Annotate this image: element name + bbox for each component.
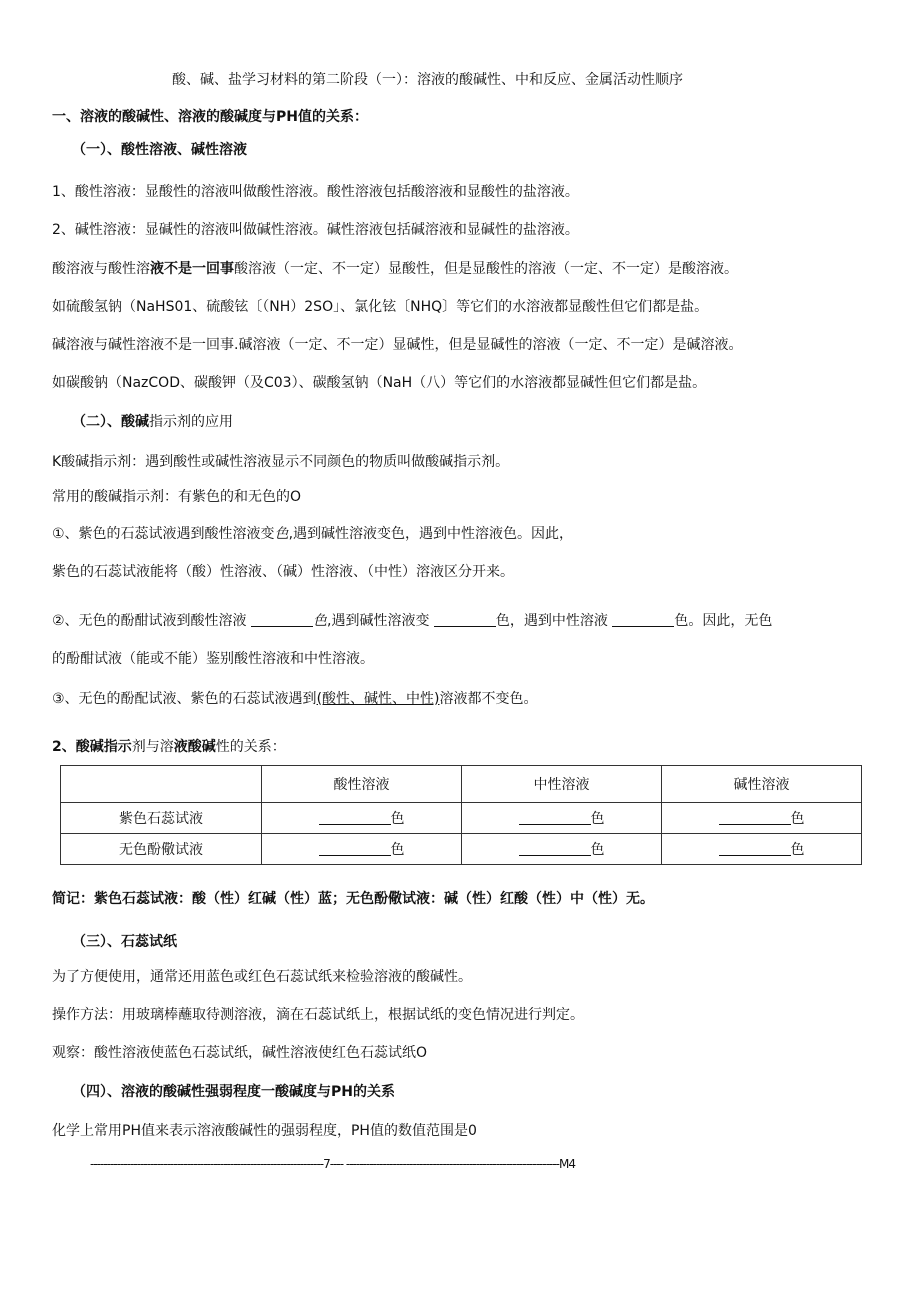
table-header-cell — [61, 766, 262, 803]
table-row — [61, 803, 862, 834]
paragraph-litmus-1 — [52, 524, 573, 544]
fill-blank[interactable] — [719, 841, 791, 856]
paragraph-litmus-paper-1: 为了方便使用，通常还用蓝色或红色石蕊试纸来检验溶液的酸碱性。 — [52, 969, 472, 985]
table-row-label: 紫色石蕊试液 — [61, 803, 262, 834]
paragraph-phenolphthalein-2: 的酚酣试液（能或不能）鉴别酸性溶液和中性溶液。 — [52, 651, 374, 667]
text-segment: 剂与溶 — [131, 739, 174, 755]
color-suffix: 色 — [790, 842, 805, 858]
text-segment-underlined: (酸性、碱性、中性) — [316, 691, 440, 707]
fill-blank[interactable] — [519, 810, 591, 825]
text-segment-bold: 液酸碱 — [173, 739, 216, 755]
table-cell — [262, 803, 462, 834]
section-heading-1: 一、溶液的酸碱性、溶液的酸碱度与PH值的关系： — [52, 109, 368, 125]
text-segment: 色，遇到中性溶液 — [495, 613, 608, 629]
paragraph-acidic-salt-examples: 如硫酸氢钠（NaHS01、硫酸铉〔（NH）2SO」、氯化铉〔NHQ〕等它们的水溶液都显酸性但它们都是盐。 — [52, 299, 709, 315]
paragraph-common-indicators: 常用的酸碱指示剂：有紫色的和无色的O — [52, 489, 302, 505]
subsection-heading-2 — [72, 412, 233, 432]
paragraph-litmus-2: 紫色的石蕊试液能将（酸）性溶液、（碱）性溶液、（中性）溶液区分开来。 — [52, 564, 514, 580]
paragraph-acid-vs-acidic — [52, 259, 738, 279]
fill-blank[interactable] — [612, 612, 674, 627]
paragraph-relation-heading — [52, 737, 286, 757]
text-segment: ,遇到碱性溶液变色，遇到中性溶液色。因此， — [288, 526, 574, 542]
table-row-label: 无色酚儆试液 — [61, 834, 262, 865]
text-segment: （二）、 — [72, 414, 121, 430]
fill-blank[interactable] — [319, 810, 391, 825]
paragraph-mnemonic: 简记：紫色石蕊试液：酸（性）红碱（性）蓝；无色酚儆试液：碱（性）红酸（性）中（性）无。 — [52, 891, 654, 907]
fill-blank[interactable] — [434, 612, 496, 627]
text-segment: ②、无色的酚酣试液到酸性溶液 — [52, 613, 247, 629]
table-cell — [462, 803, 662, 834]
paragraph-acidic-definition: 1、酸性溶液：显酸性的溶液叫做酸性溶液。酸性溶液包括酸溶液和显酸性的盐溶液。 — [52, 184, 579, 200]
fill-blank[interactable] — [251, 612, 313, 627]
color-suffix: 色 — [590, 811, 605, 827]
footer-rule: ---------------------------------------------------------------------- — [90, 1157, 324, 1171]
text-segment: 酸溶液与酸性溶 — [52, 261, 150, 277]
table-cell — [262, 834, 462, 865]
table-cell — [662, 834, 862, 865]
indicator-color-table — [60, 765, 862, 865]
text-segment-bold: 液不是一回事 — [150, 261, 234, 277]
paragraph-phenolphthalein-1 — [52, 611, 772, 631]
paragraph-basic-definition: 2、碱性溶液：显碱性的溶液叫做碱性溶液。碱性溶液包括碱溶液和显碱性的盐溶液。 — [52, 222, 579, 238]
table-header-cell: 酸性溶液 — [262, 766, 462, 803]
text-segment: 酸溶液（一定、不一定）显酸性，但是显酸性的溶液（一定、不一定）是酸溶液。 — [234, 261, 738, 277]
color-suffix: 色 — [390, 842, 405, 858]
subsection-heading-4: （四）、溶液的酸碱性强弱程度一酸碱度与PH的关系 — [72, 1084, 395, 1100]
page-footer — [90, 1157, 575, 1171]
table-header-cell: 碱性溶液 — [662, 766, 862, 803]
page-title: 酸、碱、盐学习材料的第二阶段（一）：溶液的酸碱性、中和反应、金属活动性顺序 — [172, 72, 683, 88]
text-segment-italic: 色 — [274, 526, 289, 542]
paragraph-basic-salt-examples: 如碳酸钠（NazCOD、碳酸钾（及C03）、碳酸氢钠（NaH（八）等它们的水溶液都显碱性但它们都是盐。 — [52, 375, 707, 391]
subsection-heading-1: （一）、酸性溶液、碱性溶液 — [72, 142, 247, 158]
text-segment: ③、无色的酚配试液、紫色的石蕊试液遇到 — [52, 691, 317, 707]
text-segment: ①、紫色的石蕊试液遇到酸性溶液变 — [52, 526, 275, 542]
fill-blank[interactable] — [719, 810, 791, 825]
text-segment: 溶液都不变色。 — [439, 691, 538, 707]
color-suffix: 色 — [590, 842, 605, 858]
fill-blank[interactable] — [319, 841, 391, 856]
table-cell — [462, 834, 662, 865]
text-segment: 2、 — [52, 739, 76, 755]
paragraph-both-no-color — [52, 689, 538, 709]
color-suffix: 色 — [790, 811, 805, 827]
text-segment-italic: 色 — [313, 613, 328, 629]
text-segment-bold: 酸碱指示 — [75, 739, 132, 755]
table-cell — [662, 803, 862, 834]
footer-code: M4 — [559, 1157, 576, 1171]
fill-blank[interactable] — [519, 841, 591, 856]
paragraph-litmus-paper-3: 观察：酸性溶液使蓝色石蕊试纸，碱性溶液使红色石蕊试纸O — [52, 1045, 428, 1061]
table-row — [61, 834, 862, 865]
footer-page-number: 7 — [323, 1157, 330, 1171]
subsection-heading-3: （三）、石蕊试纸 — [72, 934, 177, 950]
paragraph-litmus-paper-2: 操作方法：用玻璃棒蘸取待测溶液，滴在石蕊试纸上，根据试纸的变色情况进行判定。 — [52, 1007, 584, 1023]
text-segment: 指示剂的应用 — [149, 414, 233, 430]
paragraph-indicator-definition: K酸碱指示剂：遇到酸性或碱性溶液显示不同颜色的物质叫做酸碱指示剂。 — [52, 454, 510, 470]
footer-rule: ---- ---------------------------------------------------------------- — [329, 1157, 560, 1171]
table-header-cell: 中性溶液 — [462, 766, 662, 803]
color-suffix: 色 — [390, 811, 405, 827]
text-segment: 色。因此，无色 — [674, 613, 773, 629]
text-segment: ,遇到碱性溶液变 — [327, 613, 430, 629]
paragraph-base-vs-basic: 碱溶液与碱性溶液不是一回事.碱溶液（一定、不一定）显碱性，但是显碱性的溶液（一定、不一定）是碱溶液。 — [52, 337, 743, 353]
paragraph-ph-range: 化学上常用PH值来表示溶液酸碱性的强弱程度，PH值的数值范围是0 — [52, 1123, 477, 1139]
text-segment-bold: 酸碱 — [121, 414, 149, 430]
text-segment: 性的关系： — [215, 739, 286, 755]
table-header-row — [61, 766, 862, 803]
